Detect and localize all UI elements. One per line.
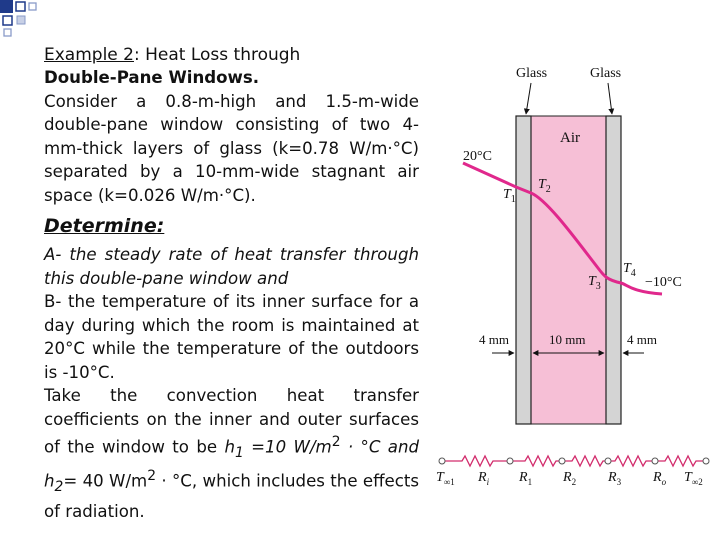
glass-right-pointer [608,83,612,114]
window-diagram [430,58,720,498]
problem-description: Consider a 0.8-m-high and 1.5-m-wide double-pane window consisting of two 4-mm-thick layers of glass (k=0.78 W/m·°C) separated by a 10-mm-wide stagnant air space (k=0.026 W/m·°C). [44,91,419,205]
question-a: A- the steady rate of heat transfer through this double-pane window and [44,245,419,288]
air-label: Air [560,130,580,146]
glass-left-pointer [526,83,531,114]
r1-label: $R_1$ [519,470,533,487]
glass-pane-right [606,116,621,424]
ro-label: $R_o$ [653,470,667,487]
slide-corner-decoration [0,0,46,40]
example-subtitle: Double-Pane Windows. [44,68,260,87]
glass-right-label: Glass [590,66,622,81]
dim-right-label: 4 mm [627,332,657,347]
problem-text [44,38,419,523]
dim-mid-label: 10 mm [549,332,586,347]
inside-temperature: 20°C [463,149,492,164]
outside-temperature: −10°C [645,275,682,290]
r2-label: $R_2$ [563,470,577,487]
t-inf2-label: $T_{\infty 2}$ [684,470,703,487]
ri-label: $R_i$ [478,470,490,487]
t4-label: $T_4$ [623,261,636,279]
glass-left-label: Glass [516,66,548,81]
convection-note: Take the convection heat transfer coefficients on the inner and outer surfaces of the window to be $h_1 =10$ $W/m^2 \cdot ^\circ C$ and $h_2= 40$ $W/m^2 \cdot ^\circ C$, which includes the effects of radiation. [44,386,419,521]
dim-left-label: 4 mm [479,332,509,347]
example-title-rest: : Heat Loss through [133,45,301,65]
t3-label: $T_3$ [588,274,601,292]
t-inf1-label: $T_{\infty 1}$ [436,470,455,487]
t1-label: $T_1$ [503,187,516,205]
example-label: Example 2 [44,45,134,65]
r3-label: $R_3$ [608,470,622,487]
resistance-network [439,456,709,466]
glass-pane-left [516,116,531,424]
question-b: B- the temperature of its inner surface for a day during which the room is maintained at 20°C while the temperature of the outdoors is -10°C. [44,292,419,382]
air-gap [531,116,606,424]
determine-heading: Determine: [44,215,165,237]
t2-label: $T_2$ [538,177,551,195]
